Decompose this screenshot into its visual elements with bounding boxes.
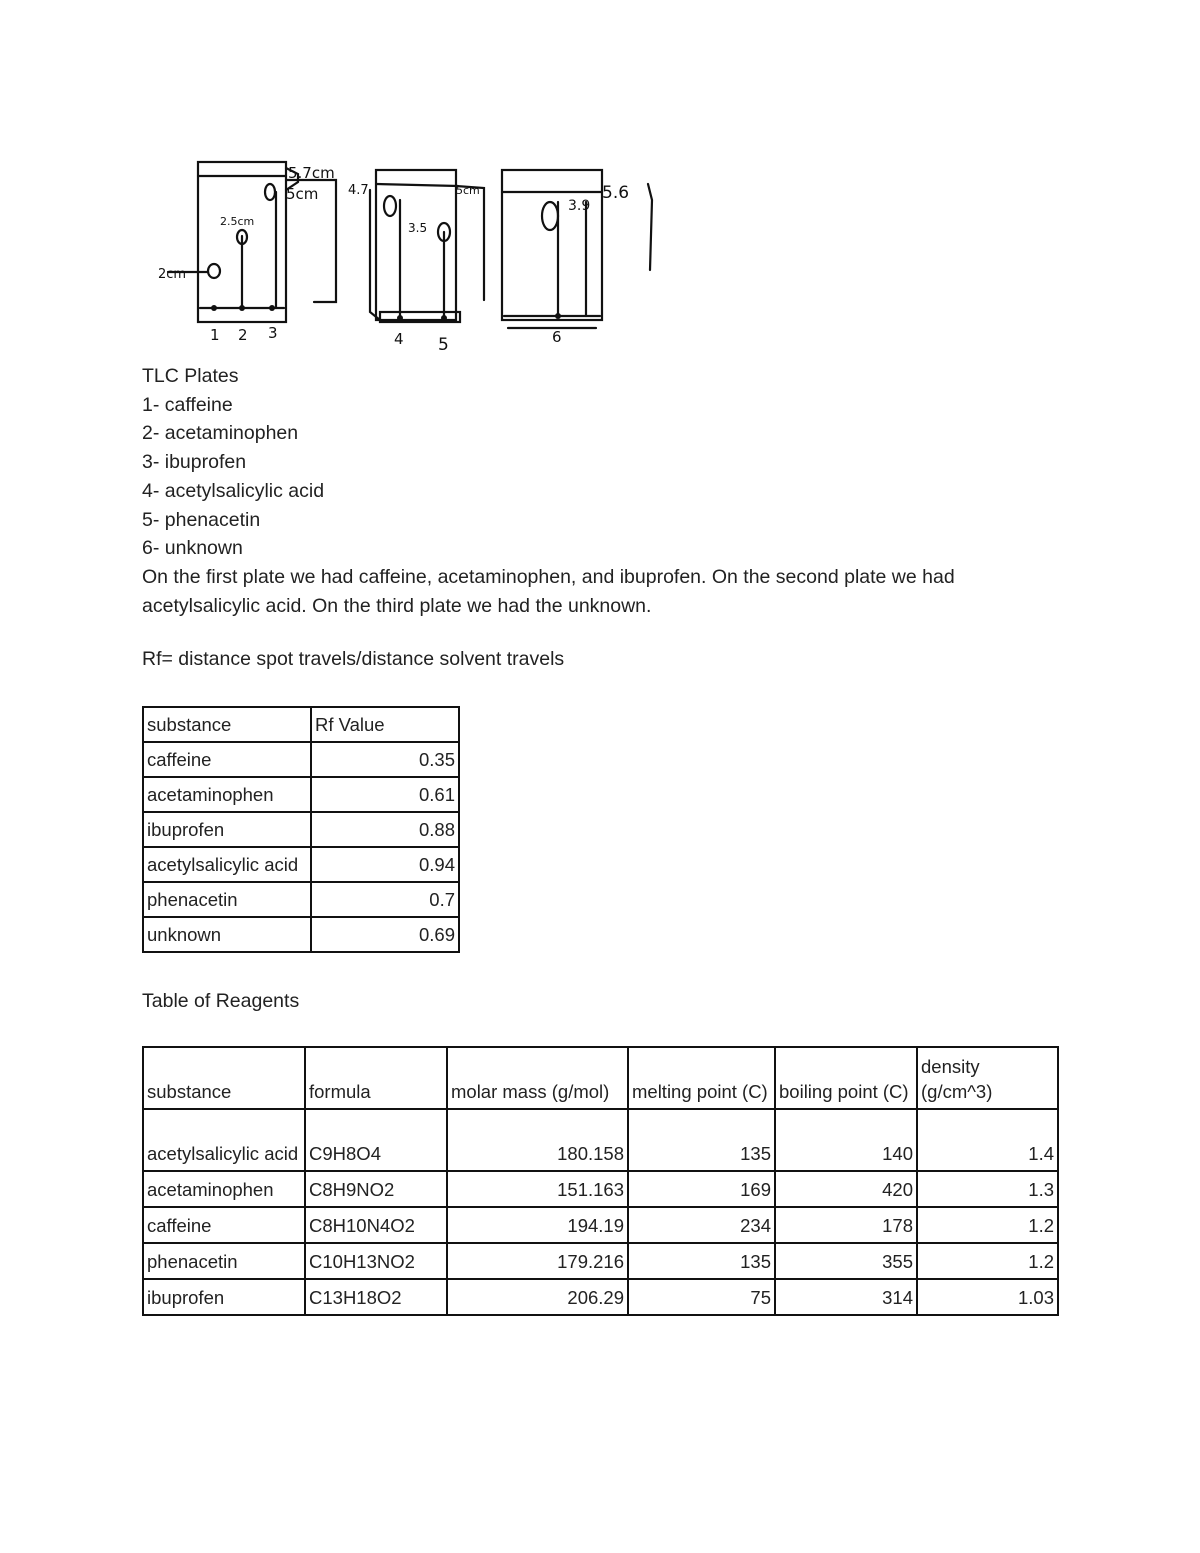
reagent-cell-boiling-point: 355 xyxy=(775,1243,917,1279)
rf-cell-substance: unknown xyxy=(143,917,311,952)
reagent-header-formula: formula xyxy=(305,1047,447,1109)
rf-cell-substance: phenacetin xyxy=(143,882,311,917)
plate-2-spot-label: 3.5 xyxy=(408,221,428,235)
plate-legend-item-6: 6- unknown xyxy=(142,537,243,560)
reagent-header-molar-mass: molar mass (g/mol) xyxy=(447,1047,628,1109)
table-row xyxy=(143,1109,1058,1171)
rf-table xyxy=(142,706,460,953)
rf-cell-value: 0.35 xyxy=(311,742,459,777)
plate-legend-item-2: 2- acetaminophen xyxy=(142,422,299,445)
reagent-cell-formula: C8H10N4O2 xyxy=(305,1207,447,1243)
reagent-cell-substance: ibuprofen xyxy=(143,1279,305,1315)
reagent-cell-molar-mass: 180.158 xyxy=(447,1109,628,1171)
plate-1-origin-label: 2cm xyxy=(158,267,187,282)
table-row xyxy=(143,1243,1058,1279)
reagent-cell-molar-mass: 194.19 xyxy=(447,1207,628,1243)
table-row xyxy=(143,1279,1058,1315)
plate-legend-item-4: 4- acetylsalicylic acid xyxy=(142,479,325,502)
reagent-cell-density: 1.03 xyxy=(917,1279,1058,1315)
plate-legend-item-5: 5- phenacetin xyxy=(142,508,261,531)
reagent-cell-molar-mass: 206.29 xyxy=(447,1279,628,1315)
lane-label-6: 6 xyxy=(552,328,562,346)
rf-cell-substance: ibuprofen xyxy=(143,812,311,847)
reagent-cell-melting-point: 75 xyxy=(628,1279,775,1315)
plate-legend-item-3: 3- ibuprofen xyxy=(142,451,247,474)
rf-formula: Rf= distance spot travels/distance solvent travels xyxy=(142,648,565,670)
reagent-cell-boiling-point: 140 xyxy=(775,1109,917,1171)
reagents-title: Table of Reagents xyxy=(142,990,300,1012)
table-row xyxy=(143,1171,1058,1207)
rf-cell-value: 0.88 xyxy=(311,812,459,847)
plate-2-front-label: 5cm xyxy=(456,184,480,197)
reagents-table xyxy=(142,1046,1059,1316)
reagent-cell-boiling-point: 178 xyxy=(775,1207,917,1243)
plate-1-top-label: 5.7cm xyxy=(288,164,335,182)
reagents-table-header xyxy=(143,1047,1058,1109)
table-row xyxy=(143,882,459,917)
rf-cell-substance: acetaminophen xyxy=(143,777,311,812)
rf-header-substance: substance xyxy=(143,707,311,742)
rf-cell-value: 0.69 xyxy=(311,917,459,952)
lane-label-2: 2 xyxy=(238,326,248,344)
tlc-plates-sketch xyxy=(148,140,678,362)
plate-2-left-label: 4.7 xyxy=(348,183,369,198)
reagent-cell-substance: phenacetin xyxy=(143,1243,305,1279)
reagent-header-boiling-point: boiling point (C) xyxy=(775,1047,917,1109)
reagent-cell-formula: C13H18O2 xyxy=(305,1279,447,1315)
reagent-cell-substance: acetylsalicylic acid xyxy=(143,1109,305,1171)
reagent-cell-molar-mass: 151.163 xyxy=(447,1171,628,1207)
reagent-cell-substance: acetaminophen xyxy=(143,1171,305,1207)
reagent-cell-melting-point: 169 xyxy=(628,1171,775,1207)
reagent-cell-boiling-point: 420 xyxy=(775,1171,917,1207)
rf-cell-substance: acetylsalicylic acid xyxy=(143,847,311,882)
lane-label-5: 5 xyxy=(438,335,449,355)
table-row xyxy=(143,1207,1058,1243)
reagent-cell-density: 1.2 xyxy=(917,1207,1058,1243)
reagent-header-density: density (g/cm^3) xyxy=(917,1047,1058,1109)
rf-cell-substance: caffeine xyxy=(143,742,311,777)
lane-label-4: 4 xyxy=(394,330,404,348)
plates-title: TLC Plates xyxy=(142,365,239,387)
reagent-cell-substance: caffeine xyxy=(143,1207,305,1243)
reagent-cell-density: 1.2 xyxy=(917,1243,1058,1279)
plate-1-front-label: 5cm xyxy=(286,185,319,203)
reagent-cell-molar-mass: 179.216 xyxy=(447,1243,628,1279)
plates-description: On the first plate we had caffeine, acetaminophen, and ibuprofen. On the second plate we had acetylsalicylic acid. On the third plate we had the unknown. xyxy=(142,565,961,617)
reagent-cell-formula: C9H8O4 xyxy=(305,1109,447,1171)
table-row xyxy=(143,812,459,847)
reagent-cell-density: 1.3 xyxy=(917,1171,1058,1207)
lane-label-1: 1 xyxy=(210,326,220,344)
reagent-cell-formula: C10H13NO2 xyxy=(305,1243,447,1279)
table-row xyxy=(143,847,459,882)
plates-section xyxy=(142,362,1072,620)
rf-cell-value: 0.61 xyxy=(311,777,459,812)
table-row xyxy=(143,777,459,812)
reagent-cell-density: 1.4 xyxy=(917,1109,1058,1171)
rf-table-header xyxy=(143,707,459,742)
reagent-cell-melting-point: 135 xyxy=(628,1243,775,1279)
plate-3-spot-label: 3.9 xyxy=(568,198,591,214)
reagent-header-substance: substance xyxy=(143,1047,305,1109)
reagent-cell-boiling-point: 314 xyxy=(775,1279,917,1315)
rf-cell-value: 0.94 xyxy=(311,847,459,882)
reagent-cell-formula: C8H9NO2 xyxy=(305,1171,447,1207)
plate-3-front-label: 5.6 xyxy=(602,183,630,203)
table-row xyxy=(143,742,459,777)
reagent-header-melting-point: melting point (C) xyxy=(628,1047,775,1109)
reagent-cell-melting-point: 234 xyxy=(628,1207,775,1243)
plate-legend-item-1: 1- caffeine xyxy=(142,393,233,416)
lane-label-3: 3 xyxy=(268,324,278,342)
reagent-cell-melting-point: 135 xyxy=(628,1109,775,1171)
table-row xyxy=(143,917,459,952)
plate-1-spot-label: 2.5cm xyxy=(220,215,255,228)
rf-header-value: Rf Value xyxy=(311,707,459,742)
rf-cell-value: 0.7 xyxy=(311,882,459,917)
